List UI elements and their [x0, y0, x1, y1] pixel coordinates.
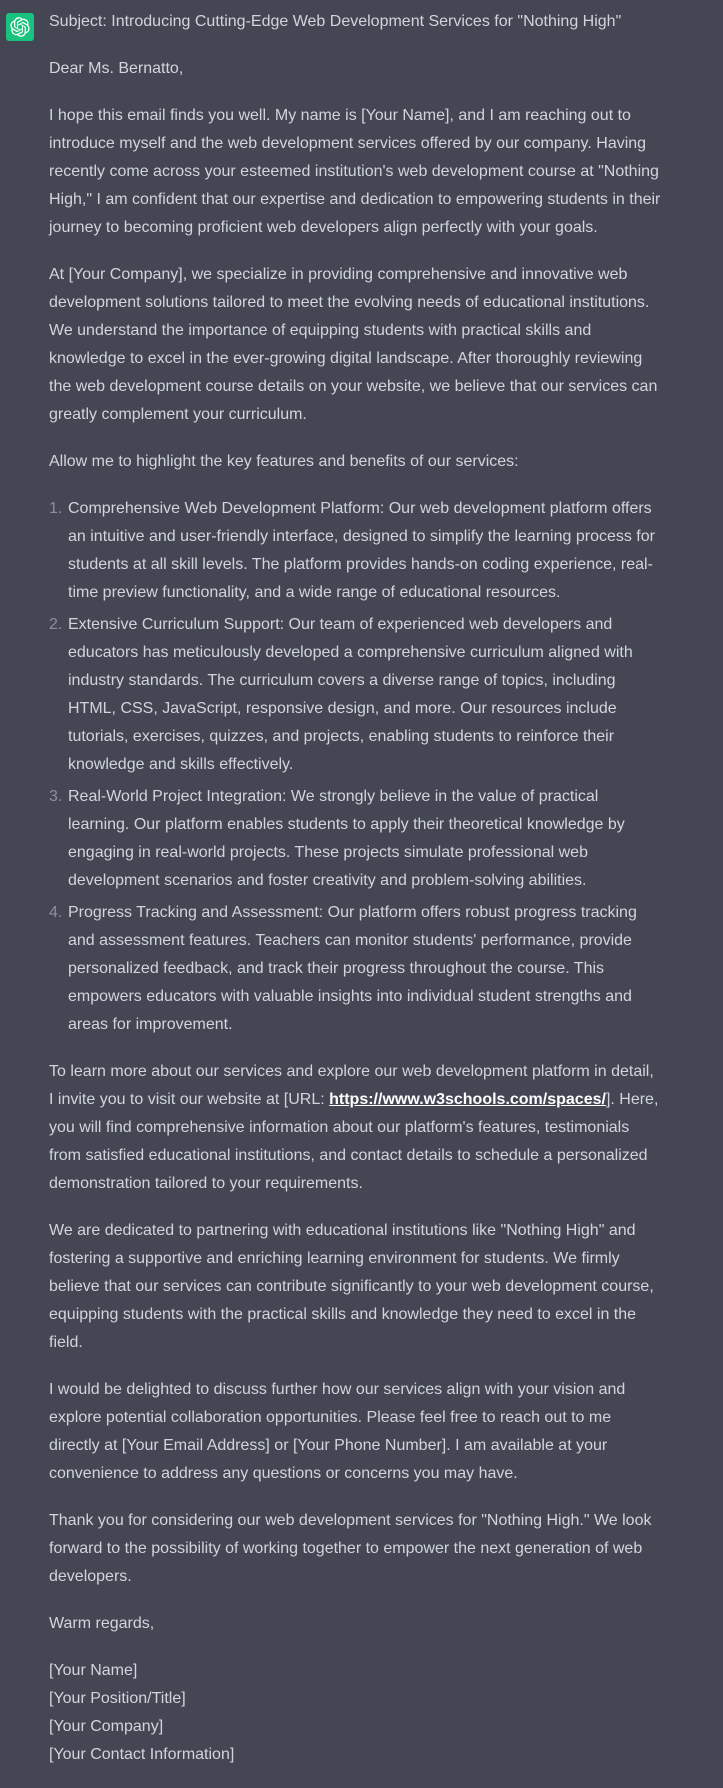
signature-position: [Your Position/Title]: [49, 1690, 186, 1707]
email-paragraph-intro: I hope this email finds you well. My name is [Your Name], and I am reaching out to introduce myself and the web development services offered by our company. Having recently come across your esteemed institution's web development course at "Nothing High," I am confident that our expertise and dedication to empowering students in their journey to becoming proficient web developers align perfectly with your goals.: [49, 107, 661, 236]
w3schools-link[interactable]: https://www.w3schools.com/spaces/: [329, 1091, 606, 1108]
list-item-marker: 1.: [49, 500, 63, 517]
signature-company: [Your Company]: [49, 1718, 164, 1735]
list-item-marker: 2.: [49, 616, 63, 633]
signature-name: [Your Name]: [49, 1662, 138, 1679]
email-sign-off: Warm regards,: [49, 1615, 155, 1632]
list-item-text: Progress Tracking and Assessment: Our platform offers robust progress tracking and assessment features. Teachers can monitor students' performance, provide personalized feedback, and track their progress throughout the course. This empowers educators with valuable insights into individual student strengths and areas for improvement.: [68, 904, 637, 1033]
email-paragraph-contact: I would be delighted to discuss further how our services align with your vision and explore potential collaboration opportunities. Please feel free to reach out to me directly at [Your Email Address] or [Your Phone Number]. I am available at your convenience to address any questions or concerns you may have.: [49, 1381, 626, 1482]
email-list-intro: Allow me to highlight the key features and benefits of our services:: [49, 453, 519, 470]
chatgpt-avatar: [6, 13, 34, 41]
list-item-platform: [49, 495, 662, 607]
signature-contact: [Your Contact Information]: [49, 1746, 235, 1763]
list-item-tracking: [49, 899, 662, 1039]
list-item-marker: 4.: [49, 904, 63, 921]
email-subject: Subject: Introducing Cutting-Edge Web Development Services for "Nothing High": [49, 13, 622, 30]
list-item-text: Extensive Curriculum Support: Our team of experienced web developers and educators has meticulously developed a comprehensive curriculum aligned with industry standards. The curriculum covers a diverse range of topics, including HTML, CSS, JavaScript, responsive design, and more. Our resources include tutorials, exercises, quizzes, and projects, enabling students to reinforce their knowledge and skills effectively.: [68, 616, 633, 773]
services-list: [49, 495, 662, 1039]
list-item-marker: 3.: [49, 788, 63, 805]
list-item-curriculum: [49, 611, 662, 779]
email-paragraph-company: At [Your Company], we specialize in providing comprehensive and innovative web development solutions tailored to meet the evolving needs of educational institutions. We understand the importance of equipping students with practical skills and knowledge to excel in the ever-growing digital landscape. After thoroughly reviewing the web development course details on your website, we believe that our services can greatly complement your curriculum.: [49, 266, 658, 423]
email-signature: [49, 1657, 662, 1769]
email-draft: [49, 8, 662, 1769]
list-item-text: Comprehensive Web Development Platform: Our web development platform offers an intuitive and user-friendly interface, designed to simplify the learning process for students at all skill levels. The platform provides hands-on coding experience, real-time preview functionality, and a wide range of educational resources.: [68, 500, 655, 601]
website-paragraph-after: ]. Here, you will find comprehensive information about our platform's features, testimonials from satisfied educational institutions, and contact details to schedule a personalized demonstration tailored to your requirements.: [49, 1091, 659, 1192]
list-item-projects: [49, 783, 662, 895]
website-paragraph-before: To learn more about our services and explore our web development platform in detail, I invite you to visit our website at [URL:: [49, 1063, 654, 1108]
openai-logo-icon: [10, 17, 30, 37]
email-paragraph-website: [49, 1058, 662, 1198]
email-greeting: Dear Ms. Bernatto,: [49, 60, 184, 77]
email-paragraph-thanks: Thank you for considering our web development services for "Nothing High." We look forward to the possibility of working together to empower the next generation of web developers.: [49, 1512, 652, 1585]
list-item-text: Real-World Project Integration: We strongly believe in the value of practical learning. Our platform enables students to apply their theoretical knowledge by engaging in real-world projects. These projects simulate professional web development scenarios and foster creativity and problem-solving abilities.: [68, 788, 625, 889]
email-paragraph-partnership: We are dedicated to partnering with educational institutions like "Nothing High" and fostering a supportive and enriching learning environment for students. We firmly believe that our services can contribute significantly to your web development course, equipping students with the practical skills and knowledge they need to excel in the field.: [49, 1222, 654, 1351]
